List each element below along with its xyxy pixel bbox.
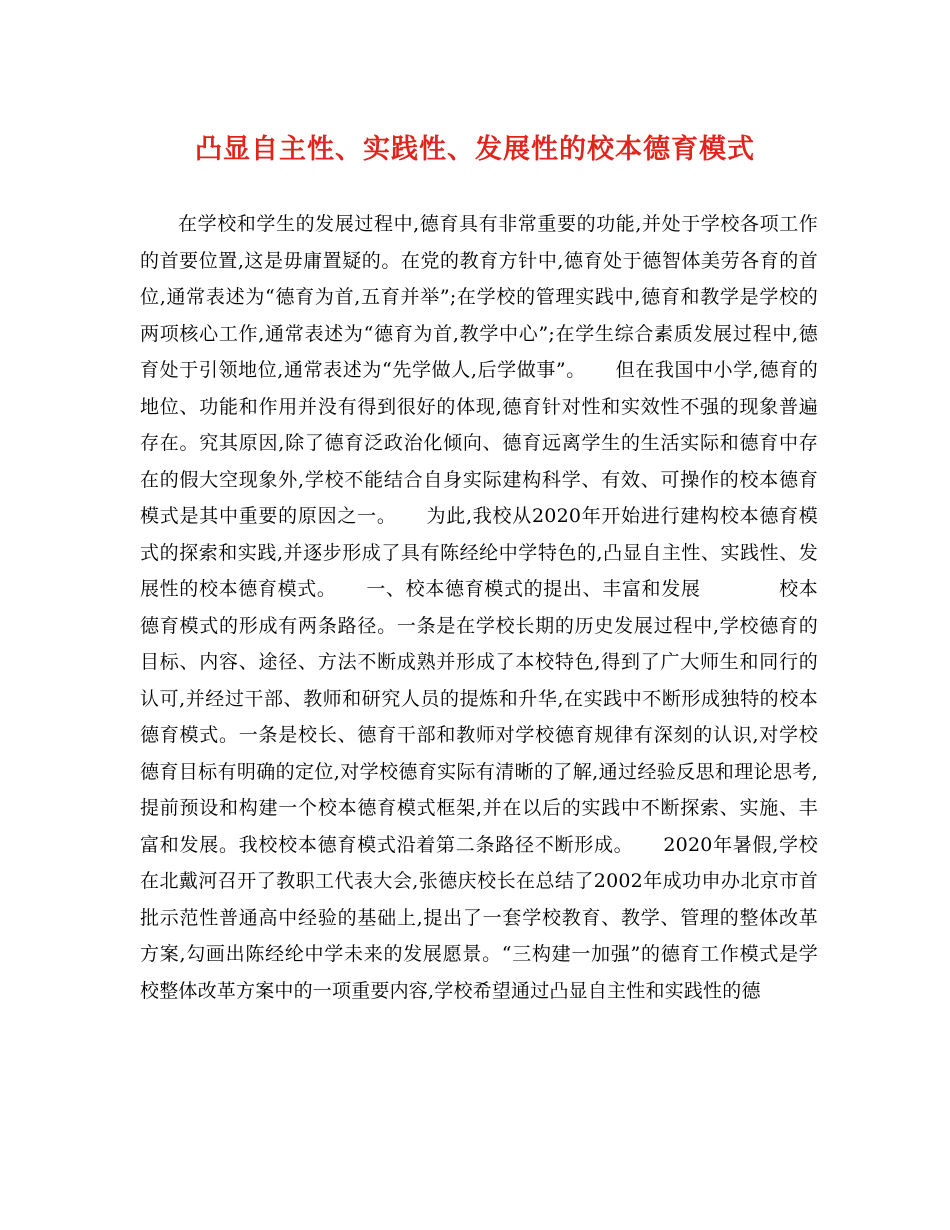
document-title: 凸显自主性、实践性、发展性的校本德育模式 [195, 134, 755, 165]
document-body-paragraph: 在学校和学生的发展过程中,德育具有非常重要的功能,并处于学校各项工作的首要位置,这是毋庸置疑的。在党的教育方针中,德育处于德智体美劳各育的首位,通常表述为“德育为首,五育并举”;在学校的管理实践中,德育和教学是学校的两项核心工作,通常表述为“德育为首,教学中心”;在学生综合素质发展过程中,德育处于引领地位,通常表述为“先学做人,后学做事”。 但在我国中小学,德育的地位、功能和作用并没有得到很好的体现,德育针对性和实效性不强的现象普遍存在。究其原因,除了德育泛政治化倾向、德育远离学生的生活实际和德育中存在的假大空现象外,学校不能结合自身实际建构科学、有效、可操作的校本德育模式是其中重要的原因之一。 为此,我校从2020年开始进行建构校本德育模式的探索和实践,并逐步形成了具有陈经纶中学特色的,凸显自主性、实践性、发展性的校本德育模式。 一、校本德育模式的提出、丰富和发展 校本德育模式的形成有两条路径。一条是在学校长期的历史发展过程中,学校德育的目标、内容、途径、方法不断成熟并形成了本校特色,得到了广大师生和同行的认可,并经过干部、教师和研究人员的提炼和升华,在实践中不断形成独特的校本德育模式。一条是校长、德育干部和教师对学校德育规律有深刻的认识,对学校德育目标有明确的定位,对学校德育实际有清晰的了解,通过经验反思和理论思考,提前预设和构建一个校本德育模式框架,并在以后的实践中不断探索、实施、丰富和发展。我校校本德育模式沿着第二条路径不断形成。 2020年暑假,学校在北戴河召开了教职工代表大会,张德庆校长在总结了2002年成功申办北京市首批示范性普通高中经验的基础上,提出了一套学校教育、教学、管理的整体改革方案,勾画出陈经纶中学未来的发展愿景。“三构建一加强”的德育工作模式是学校整体改革方案中的一项重要内容,学校希望通过凸显自主性和实践性的德 [140, 213, 818, 1002]
